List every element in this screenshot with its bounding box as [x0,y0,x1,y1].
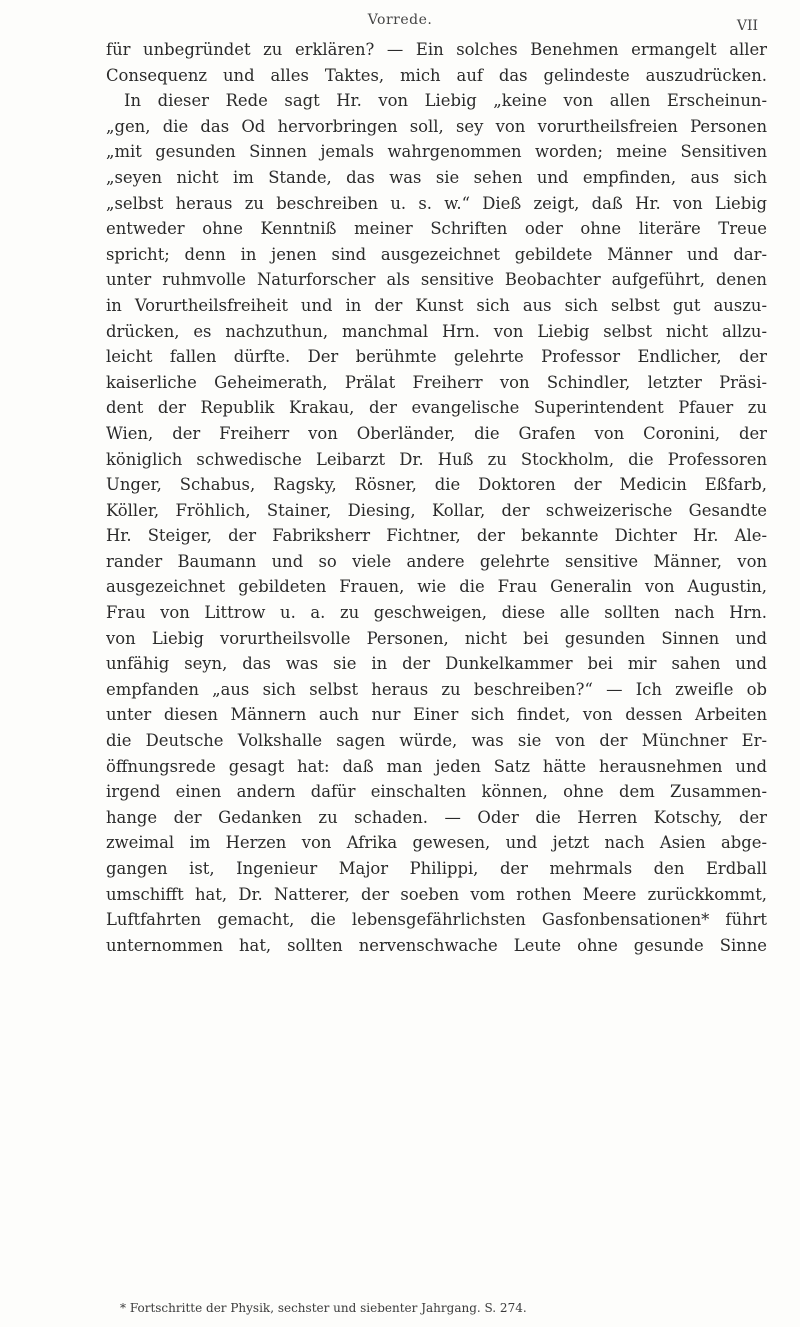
text-line: Luftfahrten gemacht, die lebensgefährlichsten Gasfonbensationen* führt [106,910,767,930]
text-line: gangen ist, Ingenieur Major Philippi, der mehrmals den Erdball [106,859,767,878]
text-line: Consequenz und alles Taktes, mich auf das gelindeste auszudrücken. [106,65,767,85]
text-line: Hr. Steiger, der Fabriksherr Fichtner, der bekannte Dichter Hr. Ale- [106,526,767,546]
page-number: VII [736,18,758,34]
text-line: „seyen nicht im Stande, das was sie sehen und empfinden, aus sich [106,167,767,187]
page-header [0,8,800,38]
text-line: in Vorurtheilsfreiheit und in der Kunst sich aus sich selbst gut auszu- [106,295,767,315]
text-line: rander Baumann und so viele andere gelehrte sensitive Männer, von [106,551,767,571]
text-line: Frau von Littrow u. a. zu geschweigen, diese alle sollten nach Hrn. [106,603,767,623]
footnote: * Fortschritte der Physik, sechster und siebenter Jahrgang. S. 274. [120,1301,527,1315]
text-line: von Liebig vorurtheilsvolle Personen, nicht bei gesunden Sinnen und [106,628,767,648]
text-line: für unbegründet zu erklären? — Ein solches Benehmen ermangelt aller [106,40,767,59]
text-line: „gen, die das Od hervorbringen soll, sey von vorurtheilsfreien Personen [106,116,767,136]
text-line: unternommen hat, sollten nervenschwache Leute ohne gesunde Sinne [106,935,767,955]
text-line: entweder ohne Kenntniß meiner Schriften oder ohne literäre Treue [106,219,767,239]
body-text [106,37,767,958]
text-line: leicht fallen dürfte. Der berühmte gelehrte Professor Endlicher, der [106,347,767,367]
text-line: empfanden „aus sich selbst heraus zu beschreiben?“ — Ich zweifle ob [106,679,767,699]
text-line: hange der Gedanken zu schaden. — Oder die Herren Kotschy, der [106,807,767,827]
text-line: königlich schwedische Leibarzt Dr. Huß zu Stockholm, die Professoren [106,449,767,469]
text-line: dent der Republik Krakau, der evangelische Superintendent Pfauer zu [106,398,767,418]
text-line: „mit gesunden Sinnen jemals wahrgenommen worden; meine Sensitiven [106,142,767,162]
text-line: drücken, es nachzuthun, manchmal Hrn. von Liebig selbst nicht allzu- [106,321,767,341]
text-line: zweimal im Herzen von Afrika gewesen, und jetzt nach Asien abge- [106,833,767,853]
text-line: Wien, der Freiherr von Oberländer, die Grafen von Coronini, der [106,423,767,443]
text-line: In dieser Rede sagt Hr. von Liebig „keine von allen Erscheinun- [124,91,767,111]
text-line: öffnungsrede gesagt hat: daß man jeden Satz hätte herausnehmen und [106,756,767,776]
text-line: spricht; denn in jenen sind ausgezeichnet gebildete Männer und dar- [106,244,767,264]
text-line: Köller, Fröhlich, Stainer, Diesing, Kollar, der schweizerische Gesandte [106,500,767,520]
text-line: ausgezeichnet gebildeten Frauen, wie die Frau Generalin von Augustin, [106,577,767,597]
text-line: Unger, Schabus, Ragsky, Rösner, die Doktoren der Medicin Eßfarb, [106,475,767,495]
text-line: unter ruhmvolle Naturforscher als sensitive Beobachter aufgeführt, denen [106,270,767,290]
running-head: Vorrede. [367,12,433,28]
text-line: unfähig seyn, das was sie in der Dunkelkammer bei mir sahen und [106,654,767,674]
text-line: umschifft hat, Dr. Natterer, der soeben vom rothen Meere zurückkommt, [106,884,767,904]
text-line: unter diesen Männern auch nur Einer sich findet, von dessen Arbeiten [106,705,767,725]
text-line: „selbst heraus zu beschreiben u. s. w.“ Dieß zeigt, daß Hr. von Liebig [106,193,767,213]
text-line: die Deutsche Volkshalle sagen würde, was sie von der Münchner Er- [106,731,767,751]
text-line: kaiserliche Geheimerath, Prälat Freiherr von Schindler, letzter Präsi- [106,372,767,392]
text-line: irgend einen andern dafür einschalten können, ohne dem Zusammen- [106,782,767,802]
